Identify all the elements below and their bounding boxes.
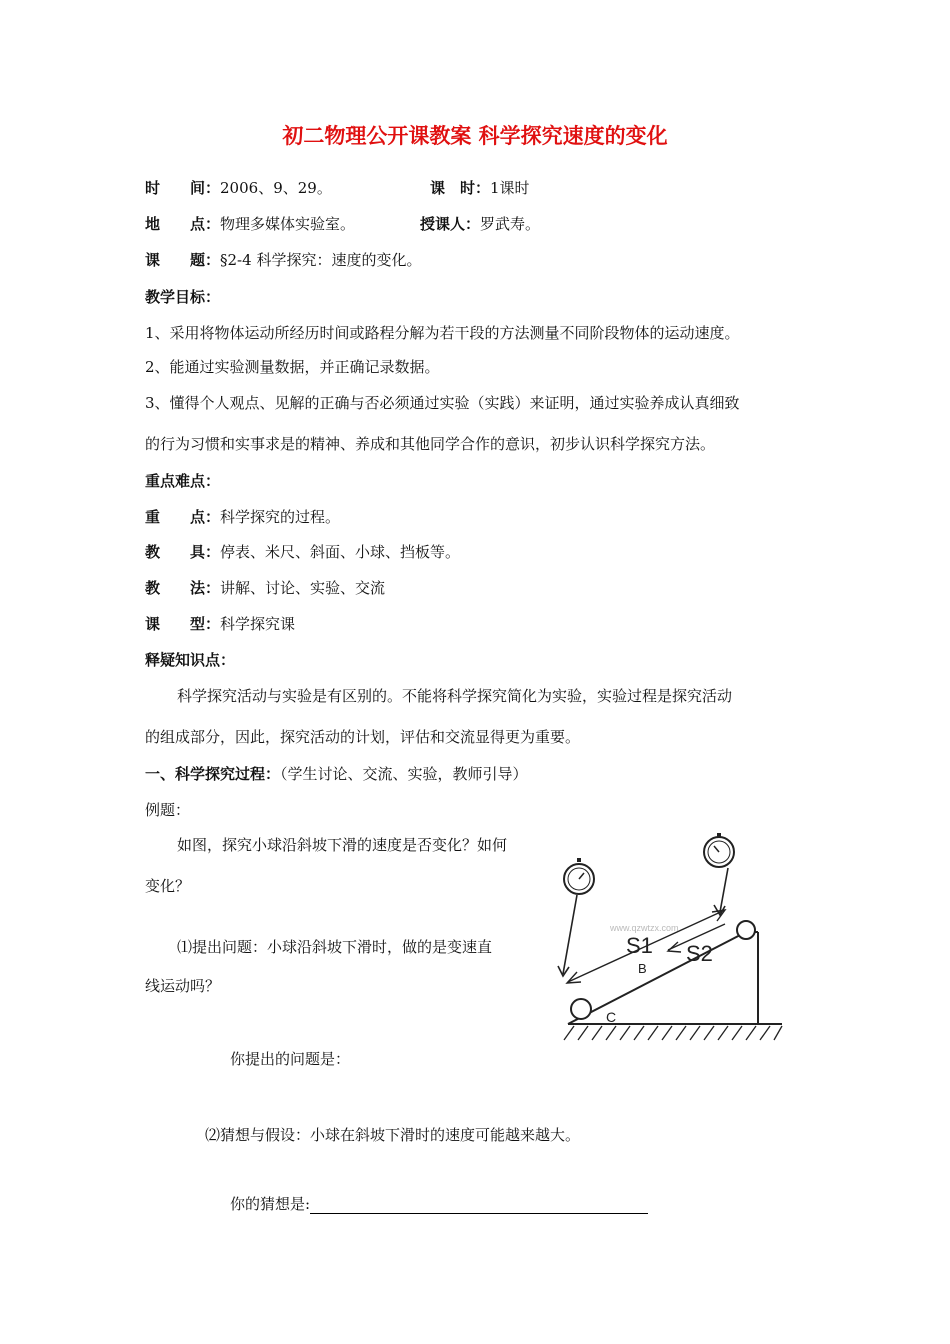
method-value: 讲解、讨论、实验、交流 bbox=[220, 579, 386, 597]
time-label: 时 间： bbox=[145, 179, 221, 197]
topic-label: 课 题： bbox=[145, 251, 221, 269]
step2-text: ⑵猜想与假设：小球在斜坡下滑时的速度可能越来越大。 bbox=[205, 1126, 581, 1144]
topic-row bbox=[145, 250, 421, 270]
method-row bbox=[145, 578, 385, 598]
focus-row bbox=[145, 507, 340, 527]
method-label: 教 法： bbox=[145, 579, 221, 597]
process-heading-row bbox=[145, 764, 528, 784]
objective-item: 1、采用将物体运动所经历时间或路程分解为若干段的方法测量不同阶段物体的运动速度。 bbox=[145, 324, 740, 342]
watermark-text: www.qzwtzx.com bbox=[610, 923, 679, 933]
focus-value: 科学探究的过程。 bbox=[220, 508, 341, 526]
objective-item: 的行为习惯和实事求是的精神、养成和其他同学合作的意识，初步认识科学探究方法。 bbox=[145, 435, 716, 453]
teacher-value: 罗武寿。 bbox=[480, 215, 541, 233]
question-text-cont: 变化？ bbox=[145, 877, 191, 895]
point-c-label: C bbox=[606, 1009, 617, 1025]
objective-item: 3、懂得个人观点、见解的正确与否必须通过实验（实践）来证明，通过实验养成认真细致 bbox=[145, 394, 740, 412]
step1-text: ⑴提出问题：小球沿斜坡下滑时，做的是变速直 bbox=[177, 938, 493, 956]
your-question-prompt: 你提出的问题是： bbox=[230, 1050, 351, 1068]
document-title: 初二物理公开课教案 科学探究速度的变化 bbox=[282, 124, 668, 148]
process-heading: 一、科学探究过程： bbox=[145, 765, 281, 783]
type-label: 课 型： bbox=[145, 615, 221, 633]
step1-text-cont: 线运动吗？ bbox=[145, 977, 221, 995]
ball-top bbox=[737, 921, 755, 939]
ball-bottom bbox=[571, 999, 591, 1019]
s1-label: S1 bbox=[626, 933, 653, 958]
place-row bbox=[145, 214, 355, 234]
stopwatch-icon bbox=[704, 833, 734, 867]
example-label: 例题： bbox=[145, 801, 191, 819]
pointer-arrow bbox=[563, 895, 577, 974]
question-text: 如图，探究小球沿斜坡下滑的速度是否变化？如何 bbox=[177, 836, 508, 854]
your-guess-row bbox=[230, 1194, 648, 1214]
type-value: 科学探究课 bbox=[220, 615, 296, 633]
guess-answer-line[interactable] bbox=[310, 1197, 648, 1214]
ground-hatching bbox=[564, 1026, 782, 1040]
stopwatch-icon bbox=[564, 858, 594, 894]
type-row bbox=[145, 614, 295, 634]
your-guess-prompt: 你的猜想是: bbox=[230, 1195, 311, 1213]
incline-surface bbox=[568, 932, 746, 1024]
period-label: 课 时： bbox=[430, 179, 491, 197]
clarify-heading: 释疑知识点： bbox=[145, 651, 236, 669]
tools-label: 教 具： bbox=[145, 543, 221, 561]
place-value: 物理多媒体实验室。 bbox=[220, 215, 356, 233]
teacher-row bbox=[420, 214, 540, 234]
objectives-heading: 教学目标： bbox=[145, 288, 221, 306]
s2-label: S2 bbox=[686, 941, 713, 966]
clarify-paragraph-cont: 的组成部分，因此，探究活动的计划，评估和交流显得更为重要。 bbox=[145, 728, 581, 746]
incline-experiment-figure bbox=[550, 828, 795, 1046]
teacher-label: 授课人： bbox=[420, 215, 481, 233]
key-points-heading: 重点难点： bbox=[145, 472, 221, 490]
place-label: 地 点： bbox=[145, 215, 221, 233]
time-value: 2006、9、29。 bbox=[220, 179, 332, 197]
process-heading-note: （学生讨论、交流、实验，教师引导） bbox=[280, 765, 528, 783]
tools-value: 停表、米尺、斜面、小球、挡板等。 bbox=[220, 543, 461, 561]
objective-item: 2、能通过实验测量数据，并正确记录数据。 bbox=[145, 358, 440, 376]
focus-label: 重 点： bbox=[145, 508, 221, 526]
time-row bbox=[145, 178, 332, 198]
period-row bbox=[430, 178, 530, 198]
point-b-label: B bbox=[638, 961, 647, 976]
clarify-paragraph: 科学探究活动与实验是有区别的。不能将科学探究简化为实验，实验过程是探究活动 bbox=[177, 687, 733, 705]
tools-row bbox=[145, 542, 460, 562]
topic-value: §2-4 科学探究：速度的变化。 bbox=[220, 251, 422, 269]
pointer-arrow bbox=[720, 868, 728, 912]
period-value: 1课时 bbox=[490, 179, 530, 197]
